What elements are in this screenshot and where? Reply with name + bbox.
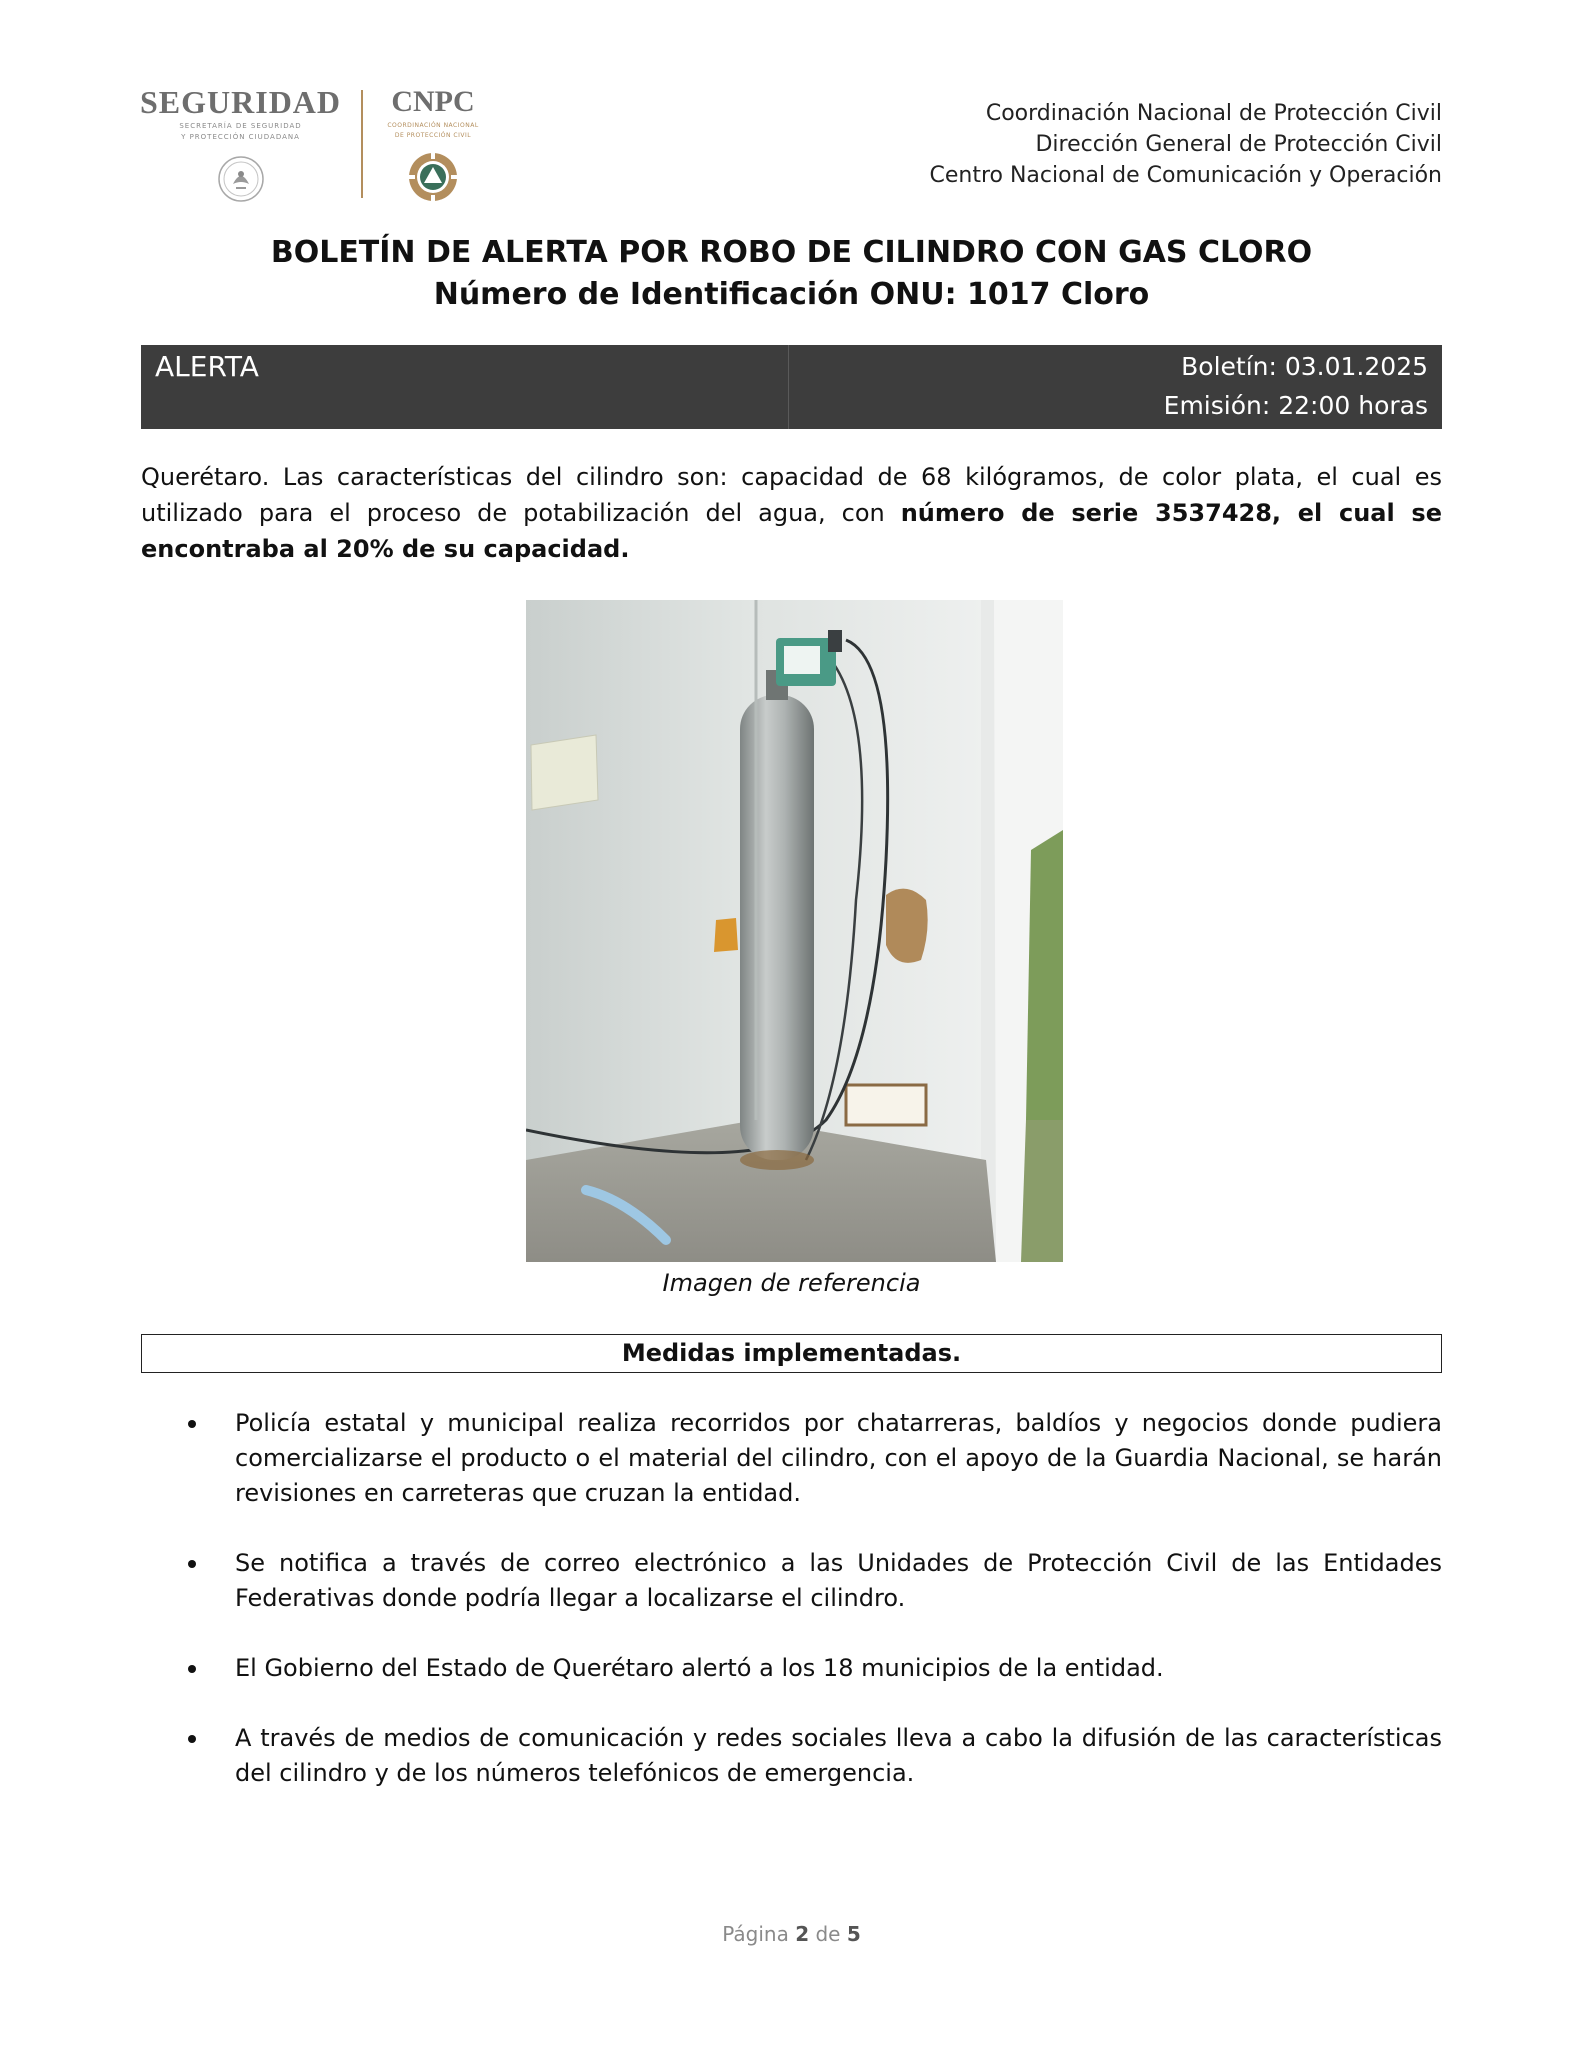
bulletin-date: Boletín: 03.01.2025 — [1181, 352, 1428, 381]
seguridad-logo-subtitle-1: SECRETARÍA DE SEGURIDAD — [179, 122, 302, 130]
logo-divider — [361, 90, 363, 198]
bullet-icon — [188, 1560, 196, 1568]
photo-caption: Imagen de referencia — [662, 1269, 921, 1297]
header-line-1: Coordinación Nacional de Protección Civil — [985, 101, 1442, 126]
mexico-coat-of-arms-icon — [216, 154, 266, 204]
page-footer — [0, 1920, 1583, 1948]
title-line-1: BOLETÍN DE ALERTA POR ROBO DE CILINDRO CON GAS CLORO — [270, 235, 1313, 270]
of-word: de — [815, 1922, 841, 1946]
measure-item — [141, 1546, 1442, 1616]
header-logos — [128, 84, 498, 206]
seguridad-logo-subtitle-2: Y PROTECCIÓN CIUDADANA — [181, 133, 300, 141]
measure-item-text: A través de medios de comunicación y redes sociales lleva a cabo la difusión de las características del cilindro y de los números telefónicos de emergencia. — [235, 1724, 1442, 1787]
cnpc-logo-subtitle-2: DE PROTECCIÓN CIVIL — [394, 132, 472, 139]
reference-photo — [526, 600, 1063, 1262]
header-line-3: Centro Nacional de Comunicación y Operación — [929, 163, 1442, 188]
seguridad-logo — [128, 84, 353, 204]
header-organization-lines — [929, 98, 1442, 191]
cnpc-logo-subtitle-1: COORDINACIÓN NACIONAL — [387, 122, 479, 129]
measure-item — [141, 1651, 1442, 1686]
intro-text: Querétaro. Las características del cilindro son: capacidad de 68 kilógramos, de color plata, el cual es utilizado para el proceso de potabilización del agua, con — [141, 463, 1442, 527]
alert-label: ALERTA — [141, 345, 789, 429]
measure-item — [141, 1406, 1442, 1511]
measure-item-text: Policía estatal y municipal realiza recorridos por chatarreras, baldíos y negocios donde pudiera comercializarse el producto o el material del cilindro, con el apoyo de la Guardia Nacional, se harán revisiones en carreteras que cruzan la entidad. — [235, 1409, 1442, 1507]
cnpc-logo — [368, 84, 498, 204]
civil-protection-emblem-icon — [406, 150, 460, 204]
bullet-icon — [188, 1665, 196, 1673]
measures-heading: Medidas implementadas. — [141, 1334, 1442, 1373]
measures-list — [141, 1406, 1442, 1826]
measure-item-text: Se notifica a través de correo electrónico a las Unidades de Protección Civil de las Entidades Federativas donde podría llegar a localizarse el cilindro. — [235, 1549, 1442, 1612]
document-title — [0, 232, 1583, 316]
bullet-icon — [188, 1420, 196, 1428]
total-pages-number: 5 — [846, 1922, 861, 1946]
title-line-2: Número de Identificación ONU: 1017 Cloro — [433, 277, 1150, 312]
intro-paragraph — [141, 459, 1442, 567]
emission-time: Emisión: 22:00 horas — [1163, 391, 1428, 420]
measure-item — [141, 1721, 1442, 1791]
page-word: Página — [722, 1922, 789, 1946]
bullet-icon — [188, 1735, 196, 1743]
intro-bold-text: número de serie 3537428, el cual se encontraba al 20% de su capacidad. — [141, 499, 1442, 563]
alert-bar — [141, 345, 1442, 429]
seguridad-logo-text: SEGURIDAD — [139, 84, 342, 120]
cnpc-logo-text: CNPC — [391, 85, 475, 118]
alert-details — [789, 345, 1442, 429]
measure-item-text: El Gobierno del Estado de Querétaro alertó a los 18 municipios de la entidad. — [235, 1654, 1164, 1682]
header-line-2: Dirección General de Protección Civil — [1035, 132, 1442, 157]
current-page-number: 2 — [795, 1922, 810, 1946]
